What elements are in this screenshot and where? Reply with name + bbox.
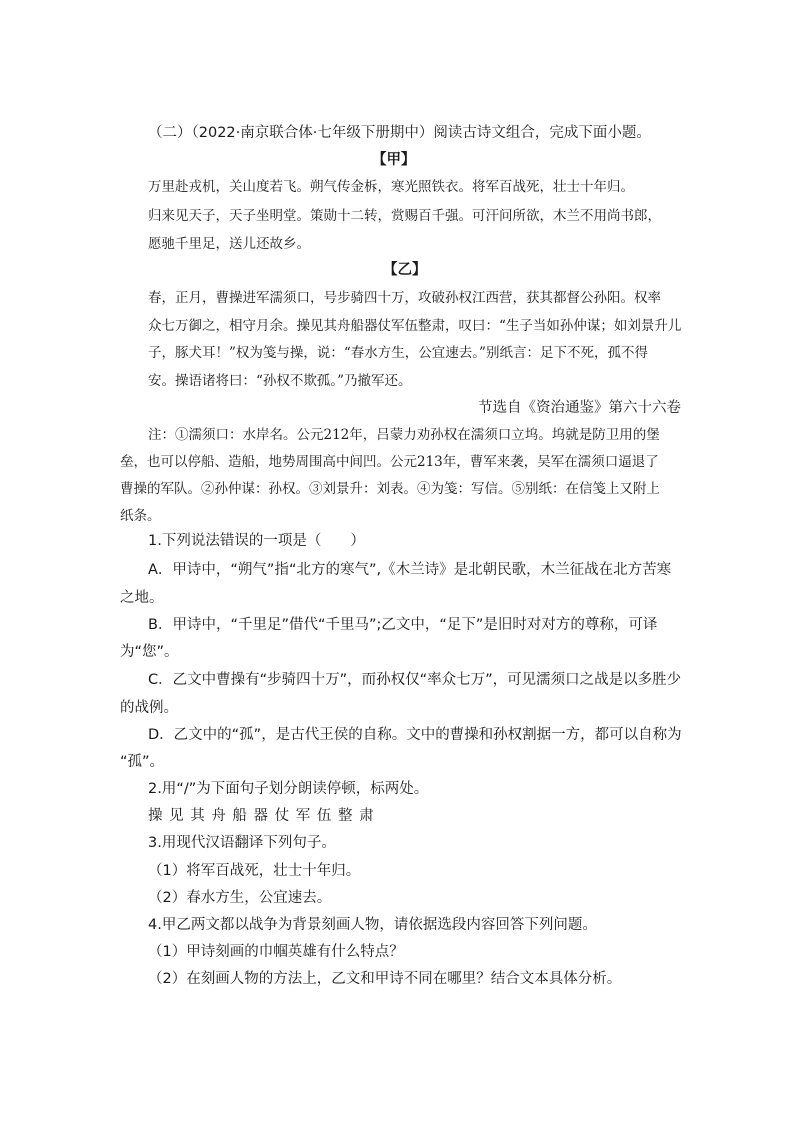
q3-item-1: （1）将军百战死，壮士十年归。 [148, 863, 361, 879]
q3-item-2: （2）春水方生，公宜速去。 [148, 890, 332, 906]
jia-line-1: 万里赴戎机，关山度若飞。朔气传金柝，寒光照铁衣。将军百战死，壮士十年归。 [148, 179, 634, 195]
yi-label: 【乙】 [383, 262, 427, 278]
yi-line-1: 春，正月，曹操进军濡须口，号步骑四十万，攻破孙权江西营，获其都督公孙阳。权率 [148, 290, 661, 306]
section-heading: （二）（2022·南京联合体·七年级下册期中）阅读古诗文组合，完成下面小题。 [148, 125, 651, 141]
yi-line-4: 安。操语诸将曰：“孙权不欺孤。”乃撤军还。 [148, 373, 412, 389]
q4-stem: 4.甲乙两文都以战争为背景刻画人物，请依据选段内容回答下列问题。 [148, 917, 597, 933]
note-line-3: 曹操的军队。②孙仲谋：孙权。③刘景升：刘表。④为笺：写信。⑤别纸：在信笺上又附上 [120, 481, 660, 497]
jia-line-3: 愿驰千里足，送儿还故乡。 [148, 236, 310, 252]
jia-label: 【甲】 [372, 152, 416, 168]
q4-item-1: （1）甲诗刻画的巾帼英雄有什么特点？ [148, 944, 404, 960]
q1-stem: 1.下列说法错误的一项是（ ） [148, 533, 365, 549]
yi-line-2: 众七万御之，相守月余。操见其舟船器仗军伍整肃，叹曰：“生子当如孙仲谋；如刘景升儿 [148, 318, 682, 334]
q1-option-d-line-1: D．乙文中的“孤”，是古代王侯的自称。文中的曹操和孙权割据一方，都可以自称为 [148, 727, 682, 743]
q1-option-a-line-2: 之地。 [120, 590, 164, 606]
q1-option-a-line-1: A．甲诗中，“朔气”指“北方的寒气”,《木兰诗》是北朝民歌，木兰征战在北方苦寒 [148, 562, 672, 578]
yi-source: 节选自《资治通鉴》第六十六卷 [478, 400, 681, 416]
q2-stem: 2.用“/”为下面句子划分朗读停顿，标两处。 [148, 781, 429, 797]
q1-option-c-line-2: 的战例。 [120, 700, 178, 716]
q3-stem: 3.用现代汉语翻译下列句子。 [148, 835, 336, 851]
yi-line-3: 子，豚犬耳！”权为笺与操，说：“春水方生，公宜速去。”别纸言：足下不死，孤不得 [148, 345, 648, 361]
q1-option-c-line-1: C．乙文中曹操有“步骑四十万”，而孙权仅“率众七万”，可见濡须口之战是以多胜少 [148, 672, 682, 688]
jia-line-2: 归来见天子，天子坐明堂。策勋十二转，赏赐百千强。可汗问所欲，木兰不用尚书郎， [148, 208, 661, 224]
q4-item-2: （2）在刻画人物的方法上，乙文和甲诗不同在哪里？结合文本具体分析。 [148, 971, 622, 987]
note-line-1: 注：①濡须口：水岸名。公元212年，吕蒙力劝孙权在濡须口立坞。坞就是防卫用的堡 [148, 427, 660, 443]
note-line-2: 垒，也可以停船、造船，地势周围高中间凹。公元213年，曹军来袭，吴军在濡须口逼退了 [120, 454, 659, 470]
q2-sentence: 操 见 其 舟 船 器 仗 军 伍 整 肃 [148, 808, 375, 824]
q1-option-b-line-2: 为“您”。 [120, 644, 179, 660]
q1-option-b-line-1: B．甲诗中，“千里足”借代“千里马”;乙文中，“足下”是旧时对对方的尊称，可译 [148, 617, 658, 633]
note-line-4: 纸条。 [120, 508, 161, 524]
q1-option-d-line-2: “孤”。 [120, 754, 165, 770]
